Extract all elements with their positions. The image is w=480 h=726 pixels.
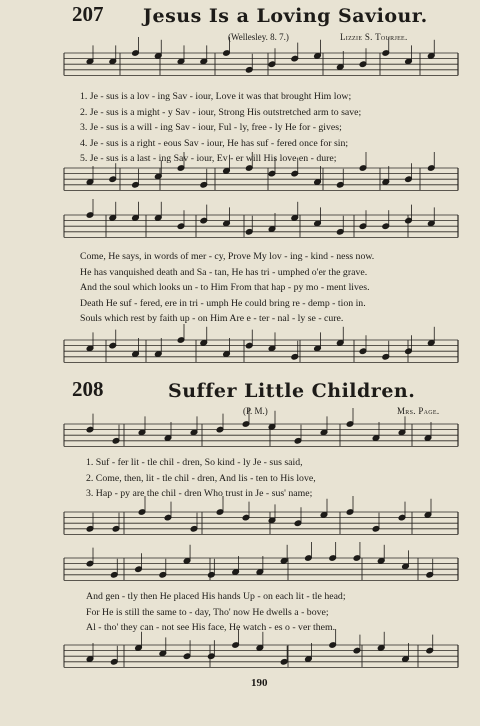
hymn-title: Jesus Is a Loving Saviour. — [143, 5, 428, 27]
verse-line: 3. Je - sus is a will - ing Sav - iour, Ful - ly, free - ly He for - gives; — [80, 122, 342, 134]
verse-line: Al - tho' they can - not see His face, He watch - es o - ver them. — [86, 622, 336, 634]
verse-line: Death He suf - fered, ere in tri - umph He could bring re - demp - tion in. — [80, 297, 366, 309]
author-credit: Mrs. Page. — [397, 406, 440, 416]
verse-line: Souls which rest by faith up - on Him Are e - ter - nal - ly se - cure. — [80, 313, 344, 325]
verse-line: And the soul which looks un - to Him From that hap - py mo - ment lives. — [80, 282, 370, 294]
verse-line: For He is still the same to - day, Tho' now He dwells a - bove; — [86, 606, 329, 618]
hymn-number: 208 — [72, 377, 104, 401]
verse-line: 5. Je - sus is a last - ing Sav - iour, Ev - er will His love en - dure; — [80, 153, 337, 165]
verse-line: 4. Je - sus is a right - eous Sav - iour, He has suf - fered once for sin; — [80, 137, 349, 149]
verse-line: He has vanquished death and Sa - tan, He has tri - umphed o'er the grave. — [80, 266, 368, 278]
verse-line: And gen - tly then He placed His hands Up - on each lit - tle head; — [86, 591, 346, 602]
verse-lines-b — [86, 591, 466, 638]
verse-lines-b — [80, 251, 460, 329]
verse-lines-a — [86, 457, 466, 504]
verse-line: 2. Come, then, lit - tle chil - dren, And lis - ten to His love, — [86, 472, 316, 484]
hymn-number: 207 — [72, 2, 104, 26]
verse-line: 3. Hap - py are the chil - dren Who trust in Je - sus' name; — [86, 488, 313, 500]
verse-line: Come, He says, in words of mer - cy, Prove My lov - ing - kind - ness now. — [80, 251, 375, 262]
page-number: 190 — [251, 677, 268, 689]
hymn-title: Suffer Little Children. — [168, 380, 416, 402]
verse-line: 1. Suf - fer lit - tle chil - dren, So kind - ly Je - sus said, — [86, 457, 303, 468]
verse-lines-a — [80, 91, 460, 169]
tune-meta: (P. M.) — [243, 406, 268, 416]
tune-meta: (Wellesley. 8. 7.) — [228, 32, 289, 42]
verse-line: 1. Je - sus is a lov - ing Sav - iour, Love it was that brought Him low; — [80, 91, 352, 102]
verse-line: 2. Je - sus is a might - y Sav - iour, Strong His outstretched arm to save; — [80, 106, 362, 118]
author-credit: Lizzie S. Tourjee. — [340, 32, 408, 42]
